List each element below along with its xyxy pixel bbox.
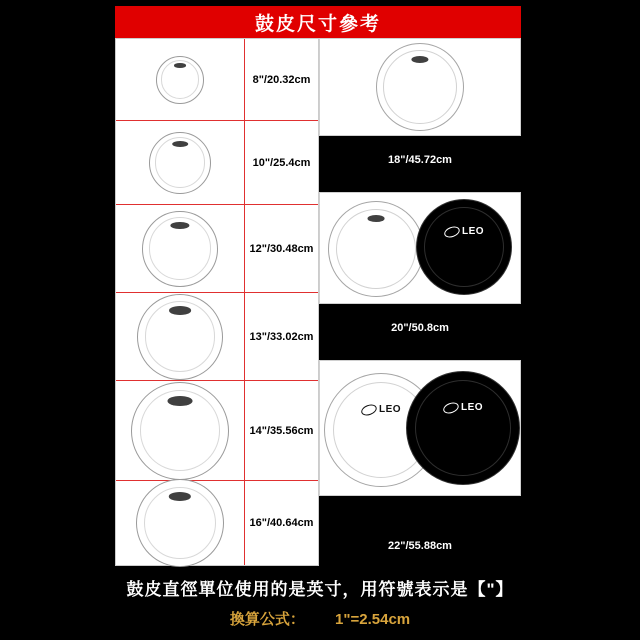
brand-logo-mark bbox=[174, 63, 186, 68]
brand-text: LEO bbox=[378, 404, 402, 415]
brand-oval-icon bbox=[442, 400, 460, 415]
caption-band-22 bbox=[319, 496, 521, 566]
drum-head-drawing bbox=[116, 205, 244, 292]
size-reference-table bbox=[115, 38, 319, 566]
brand-logo-mark bbox=[172, 141, 188, 147]
page-title-bar bbox=[115, 6, 521, 38]
table-row bbox=[116, 39, 318, 121]
drum-head-circle bbox=[149, 132, 211, 194]
brand-text: LEO bbox=[461, 226, 485, 237]
caption-band-20 bbox=[319, 304, 521, 360]
hoop-ring bbox=[415, 380, 511, 476]
bass-head-panel-22 bbox=[319, 360, 521, 496]
size-label: 16"/40.64cm bbox=[244, 481, 318, 565]
footer-formula bbox=[0, 608, 640, 629]
panel-caption: 22"/55.88cm bbox=[388, 540, 452, 552]
bass-drum-head-black bbox=[416, 199, 512, 295]
drum-head-circle bbox=[156, 56, 204, 104]
bass-head-panel-18 bbox=[319, 38, 521, 136]
drum-head-circle bbox=[142, 211, 218, 287]
bass-drum-head-black bbox=[406, 371, 520, 485]
brand-oval-icon bbox=[360, 402, 378, 417]
drum-head-circle bbox=[131, 382, 229, 480]
drum-head-circle bbox=[137, 294, 223, 380]
brand-logo-mark bbox=[168, 396, 193, 406]
page-title: 鼓皮尺寸參考 bbox=[254, 13, 381, 35]
panel-caption: 20"/50.8cm bbox=[391, 322, 449, 334]
size-label: 13"/33.02cm bbox=[244, 293, 318, 380]
brand-logo-mark bbox=[368, 215, 385, 222]
size-label: 14"/35.56cm bbox=[244, 381, 318, 480]
table-row bbox=[116, 381, 318, 481]
bass-head-panel-20 bbox=[319, 192, 521, 304]
bass-drum-head-clear bbox=[376, 43, 464, 131]
brand-logo-mark bbox=[411, 56, 428, 63]
drum-head-drawing bbox=[116, 121, 244, 204]
table-row bbox=[116, 293, 318, 381]
brand-badge bbox=[444, 226, 484, 237]
drum-head-drawing bbox=[116, 39, 244, 120]
panel-caption: 18"/45.72cm bbox=[388, 154, 452, 166]
caption-band-18 bbox=[319, 136, 521, 192]
drum-head-circle bbox=[136, 479, 224, 567]
table-row bbox=[116, 121, 318, 205]
brand-logo-mark bbox=[169, 492, 191, 501]
bass-drum-head-clear bbox=[328, 201, 424, 297]
drum-head-drawing bbox=[116, 481, 244, 565]
formula-label: 換算公式： bbox=[229, 611, 305, 628]
hoop-ring bbox=[424, 207, 505, 288]
footer-note: 鼓皮直徑單位使用的是英寸，用符號表示是【"】 bbox=[126, 580, 514, 599]
table-row bbox=[116, 481, 318, 565]
formula-value: 1"=2.54cm bbox=[335, 611, 411, 628]
brand-oval-icon bbox=[443, 224, 461, 239]
drum-head-drawing bbox=[116, 381, 244, 480]
size-label: 12"/30.48cm bbox=[244, 205, 318, 292]
size-label: 8"/20.32cm bbox=[244, 39, 318, 120]
drum-head-drawing bbox=[116, 293, 244, 380]
brand-text: LEO bbox=[460, 402, 484, 413]
size-label: 10"/25.4cm bbox=[244, 121, 318, 204]
brand-badge bbox=[443, 402, 483, 413]
table-row bbox=[116, 205, 318, 293]
brand-badge bbox=[361, 404, 401, 415]
